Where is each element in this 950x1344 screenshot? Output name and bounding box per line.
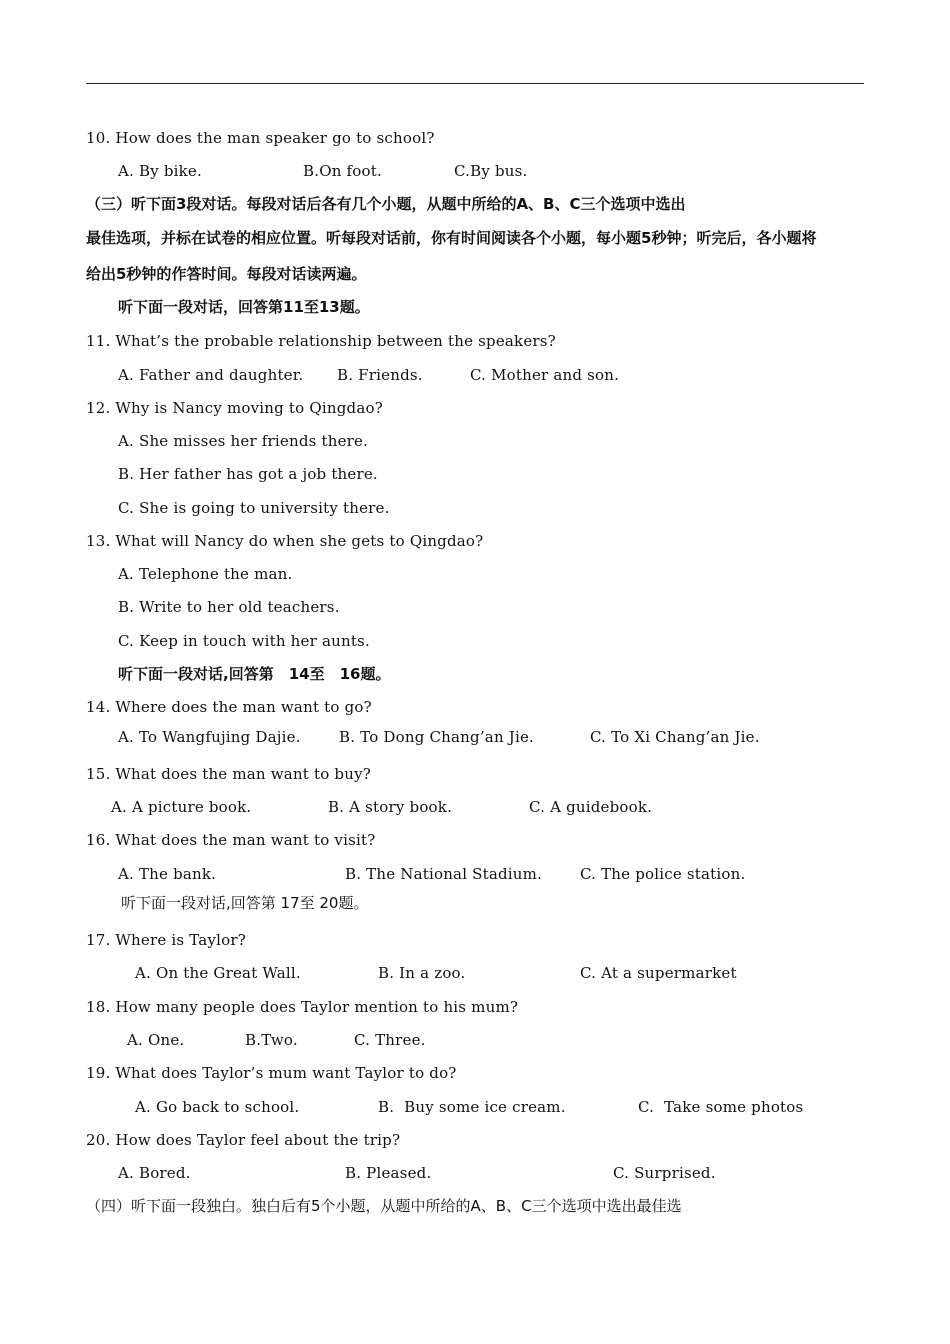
q16-option-b: B. The National Stadium. — [345, 865, 543, 883]
q13-option-c: C. Keep in touch with her aunts. — [118, 632, 370, 650]
question-19: 19. What does Taylor’s mum want Taylor to do? — [86, 1064, 457, 1082]
q15-option-a: A. A picture book. — [111, 798, 252, 816]
q19-option-b: B. Buy some ice cream. — [378, 1098, 566, 1116]
q20-option-b: B. Pleased. — [345, 1164, 432, 1182]
q10-option-b: B.On foot. — [303, 162, 382, 180]
header-rule — [86, 83, 864, 84]
q17-option-b: B. In a zoo. — [378, 964, 466, 982]
question-10: 10. How does the man speaker go to school? — [86, 129, 435, 147]
question-15: 15. What does the man want to buy? — [86, 765, 371, 783]
q12-option-b: B. Her father has got a job there. — [118, 465, 378, 483]
q16-option-a: A. The bank. — [118, 865, 217, 883]
section-4-instructions: （四）听下面一段独白。独白后有5个小题，从题中所给的A、B、C三个选项中选出最佳选 — [86, 1197, 682, 1215]
q12-option-c: C. She is going to university there. — [118, 499, 390, 517]
q11-option-c: C. Mother and son. — [470, 366, 620, 384]
question-20: 20. How does Taylor feel about the trip? — [86, 1131, 401, 1149]
question-14: 14. Where does the man want to go? — [86, 698, 372, 716]
question-18: 18. How many people does Taylor mention to his mum? — [86, 998, 519, 1016]
q20-option-a: A. Bored. — [118, 1164, 191, 1182]
question-12: 12. Why is Nancy moving to Qingdao? — [86, 399, 383, 417]
question-16: 16. What does the man want to visit? — [86, 831, 376, 849]
q13-option-a: A. Telephone the man. — [118, 565, 293, 583]
q17-option-c: C. At a supermarket — [580, 964, 737, 982]
section-3-instructions-line-1: （三）听下面3段对话。每段对话后各有几个小题，从题中所给的A、B、C三个选项中选出 — [86, 195, 686, 213]
q12-option-a: A. She misses her friends there. — [118, 432, 369, 450]
q19-option-c: C. Take some photos — [638, 1098, 804, 1116]
q10-option-c: C.By bus. — [454, 162, 528, 180]
question-13: 13. What will Nancy do when she gets to Qingdao? — [86, 532, 484, 550]
q14-option-a: A. To Wangfujing Dajie. — [118, 728, 301, 746]
q18-option-c: C. Three. — [354, 1031, 426, 1049]
section-3-instructions-line-2: 最佳选项，并标在试卷的相应位置。听每段对话前，你有时间阅读各个小题，每小题5秒钟；听完后，各小题将 — [86, 229, 817, 247]
q11-option-b: B. Friends. — [337, 366, 423, 384]
q20-option-c: C. Surprised. — [613, 1164, 716, 1182]
dialog-3-heading: 听下面一段对话,回答第 17至 20题。 — [121, 894, 369, 912]
q13-option-b: B. Write to her old teachers. — [118, 598, 340, 616]
question-17: 17. Where is Taylor? — [86, 931, 246, 949]
q19-option-a: A. Go back to school. — [135, 1098, 300, 1116]
q15-option-b: B. A story book. — [328, 798, 453, 816]
section-3-instructions-line-3: 给出5秒钟的作答时间。每段对话读两遍。 — [86, 265, 367, 283]
q14-option-c: C. To Xi Chang’an Jie. — [590, 728, 760, 746]
q18-option-a: A. One. — [127, 1031, 185, 1049]
q10-option-a: A. By bike. — [118, 162, 202, 180]
q14-option-b: B. To Dong Chang’an Jie. — [339, 728, 535, 746]
q15-option-c: C. A guidebook. — [529, 798, 653, 816]
q17-option-a: A. On the Great Wall. — [135, 964, 301, 982]
question-11: 11. What’s the probable relationship between the speakers? — [86, 332, 556, 350]
q11-option-a: A. Father and daughter. — [118, 366, 304, 384]
dialog-2-heading: 听下面一段对话,回答第 14至 16题。 — [118, 665, 391, 683]
q16-option-c: C. The police station. — [580, 865, 746, 883]
dialog-1-heading: 听下面一段对话，回答第11至13题。 — [118, 298, 370, 316]
q18-option-b: B.Two. — [245, 1031, 298, 1049]
